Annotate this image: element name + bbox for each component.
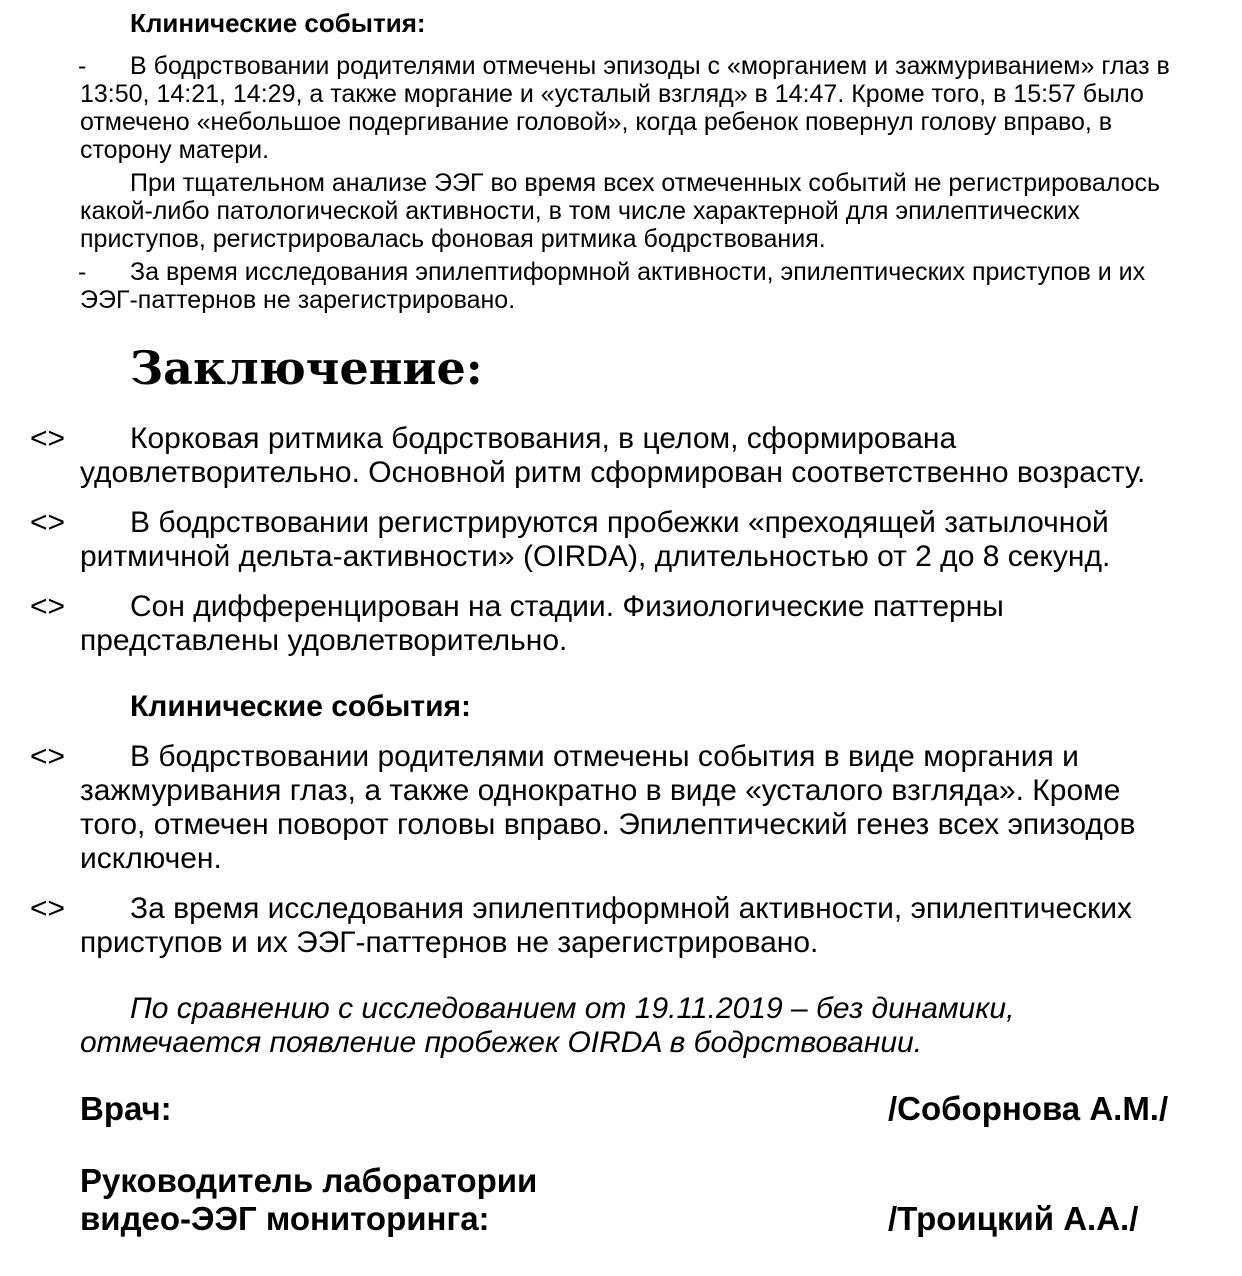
list-item [80, 258, 1170, 314]
lab-head-name: /Троицкий А.А./ [888, 1200, 1139, 1237]
paragraph-text: При тщательном анализе ЭЭГ во время всех отмеченных событий не регистрировалось какой-либо патологической активности, в том числе характерной для эпилептических приступов, регистрировалась фоновая ритмика бодрствования. [80, 169, 1161, 253]
diamond-bullet: <> [30, 892, 66, 925]
dash-bullet: - [78, 52, 87, 80]
list-item-text: В бодрствовании родителями отмечены эпизоды с «морганием и зажмуриванием» глаз в 13:50, 14:21, 14:29, а также моргание и «усталый взгляд» в 14:47. Кроме того, в 15:57 было отмечено «небольшое подергивание головой», когда ребенок повернул голову вправо, в сторону матери. [80, 52, 1170, 164]
comparison-note-text: По сравнению с исследованием от 19.11.2019 – без динамики, отмечается появление пробежек OIRDA в бодрствовании. [80, 992, 1015, 1059]
lab-head-role-label: Руководитель лаборатории видео-ЭЭГ мониторинга: [80, 1162, 538, 1237]
dash-bullet: - [78, 258, 87, 286]
list-item-text: За время исследования эпилептиформной активности, эпилептических приступов и их ЭЭГ-паттернов не зарегистрировано. [80, 258, 1146, 314]
list-item-text: За время исследования эпилептиформной активности, эпилептических приступов и их ЭЭГ-паттернов не зарегистрировано. [80, 892, 1133, 959]
clinical-events-heading-top: Клинические события: [130, 8, 426, 38]
comparison-note [80, 992, 1170, 1060]
list-item-text: Корковая ритмика бодрствования, в целом, сформирована удовлетворительно. Основной ритм сформирован соответственно возрасту. [80, 422, 1146, 489]
list-item-text: Сон дифференцирован на стадии. Физиологические паттерны представлены удовлетворительно. [80, 590, 1004, 657]
clinical-events-heading-bottom: Клинические события: [130, 690, 472, 723]
doctor-name: /Соборнова А.М./ [888, 1090, 1169, 1127]
diamond-bullet: <> [30, 590, 66, 623]
diamond-bullet: <> [30, 422, 66, 455]
list-item-text: В бодрствовании регистрируются пробежки «преходящей затылочной ритмичной дельта-активности» (OIRDA), длительностью от 2 до 8 секунд. [80, 506, 1111, 573]
list-item [30, 506, 1170, 574]
diamond-bullet: <> [30, 740, 66, 773]
list-item [30, 740, 1170, 876]
list-item [80, 52, 1170, 164]
list-item-text: В бодрствовании родителями отмечены события в виде моргания и зажмуривания глаз, а также однократно в виде «усталого взгляда». Кроме того, отмечен поворот головы вправо. Эпилептический генез всех эпизодов исключен. [80, 740, 1136, 875]
diamond-bullet: <> [30, 506, 66, 539]
list-item [30, 422, 1170, 490]
list-item [30, 590, 1170, 658]
doctor-role-label: Врач: [80, 1090, 172, 1127]
signature-row [80, 1162, 1170, 1238]
list-item [30, 892, 1170, 960]
signature-row [80, 1090, 1170, 1128]
conclusion-heading: Заключение: [130, 341, 483, 395]
paragraph [80, 169, 1170, 253]
